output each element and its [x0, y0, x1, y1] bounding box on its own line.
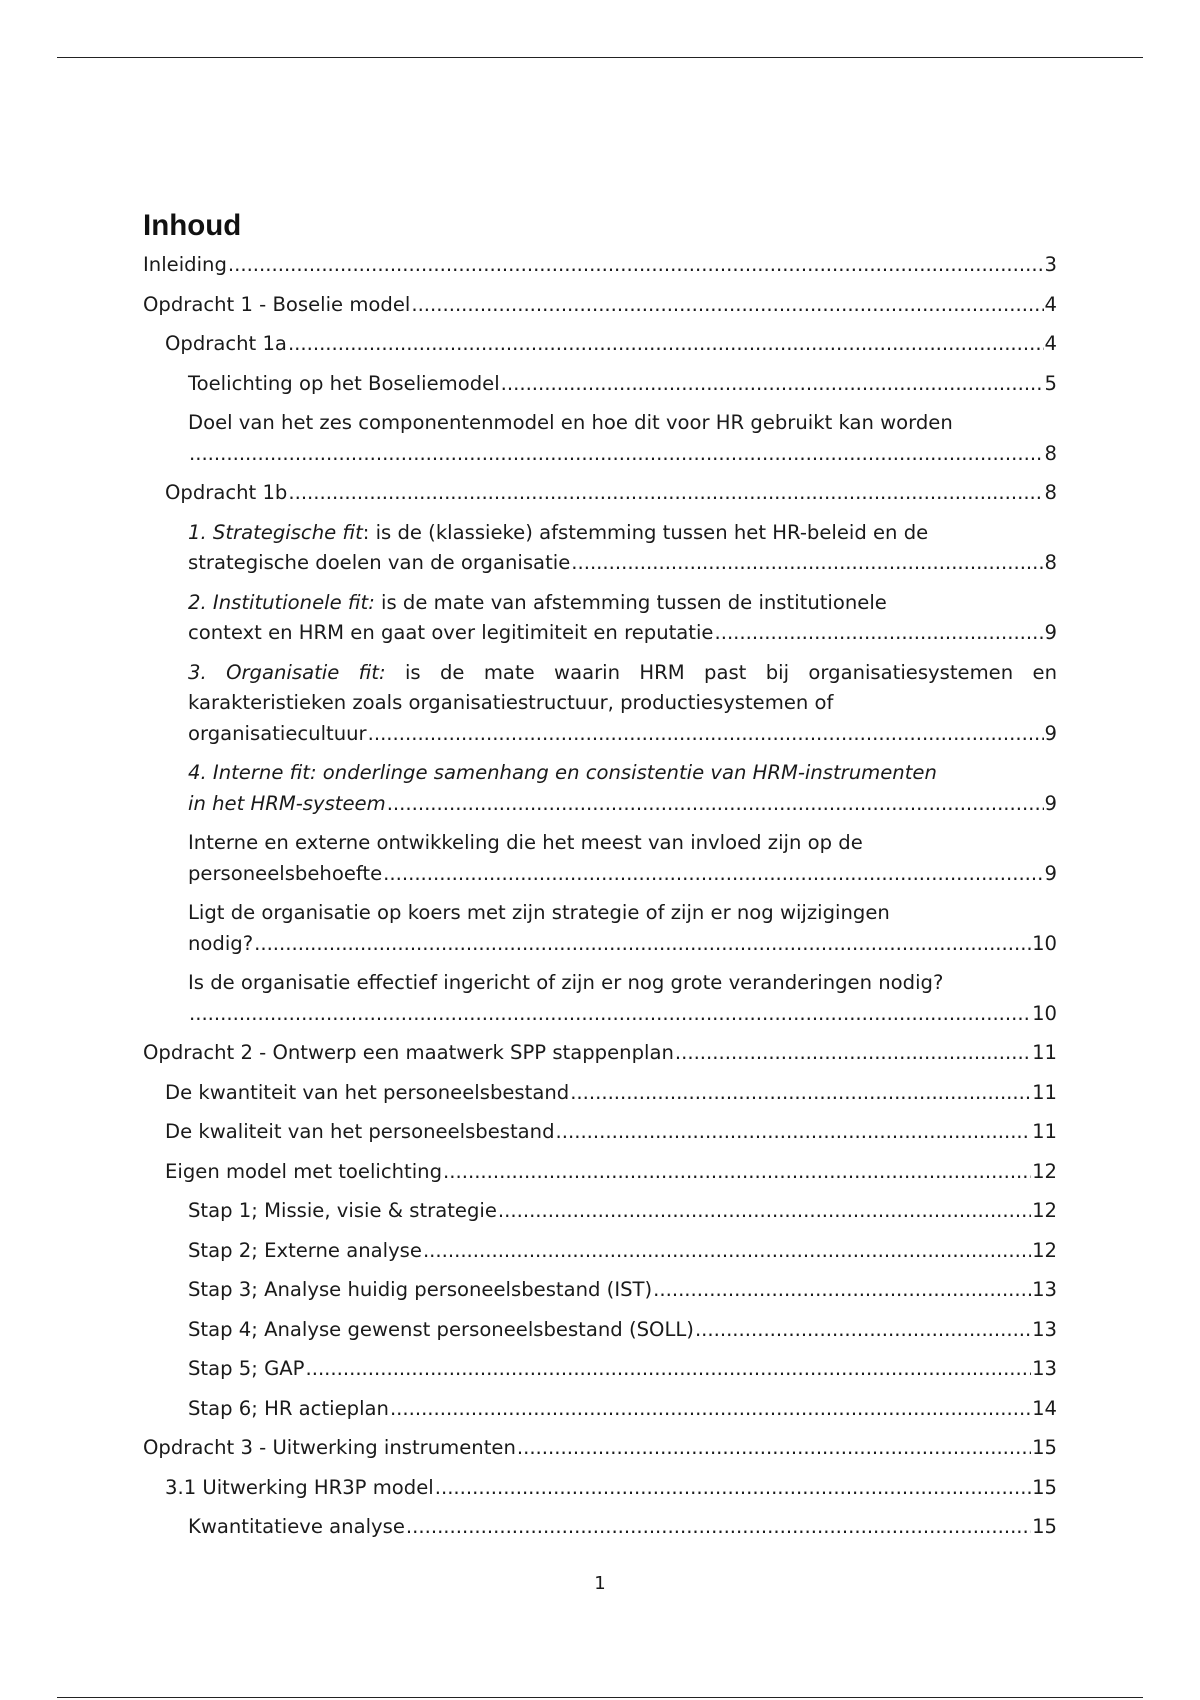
toc-entry-text: 3.1 Uitwerking HR3P model [165, 1475, 434, 1499]
dot-leader [443, 1157, 1031, 1188]
toc-entry-text: Ligt de organisatie op koers met zijn strategie of zijn er nog wijzigingen [188, 901, 890, 924]
toc-page-number: 13 [1032, 1278, 1057, 1301]
toc-page-number: 4 [1044, 332, 1057, 355]
dot-leader [675, 1038, 1031, 1069]
dot-leader [288, 329, 1044, 360]
toc-entry-text: Kwantitatieve analyse [188, 1515, 405, 1538]
toc-entry-stap-6[interactable] [143, 1394, 1057, 1425]
toc-page-number: 9 [1044, 721, 1057, 745]
toc-entry-opdracht-1b[interactable] [143, 478, 1057, 509]
toc-entry-italic-lead: 3. Organisatie fit: [188, 660, 386, 684]
toc-entry-text: Toelichting op het Boseliemodel [188, 371, 500, 395]
toc-title: Inhoud [143, 209, 242, 242]
toc-entry-strategische-fit[interactable] [143, 518, 1057, 579]
toc-page-number: 12 [1032, 1238, 1057, 1262]
dot-leader [570, 1078, 1031, 1109]
toc-entry-institutionele-fit[interactable] [143, 588, 1057, 649]
toc-page-number: 15 [1032, 1515, 1057, 1538]
toc-entry-text: Stap 3; Analyse huidig personeelsbestand (IST) [188, 1278, 653, 1301]
toc-entry-italic-lead: 1. Strategische fit [188, 520, 363, 544]
toc-page-number: 8 [1044, 551, 1057, 574]
toc-entry-inleiding[interactable] [143, 250, 1057, 281]
toc-page-number: 14 [1032, 1396, 1057, 1420]
toc-entry-eigen-model[interactable] [143, 1157, 1057, 1188]
toc-entry-italic-lead: 2. Institutionele fit: [188, 590, 375, 614]
toc-entry-text: Opdracht 3 - Uitwerking instrumenten [143, 1436, 516, 1459]
dot-leader [390, 1394, 1031, 1425]
toc-entry-text-end: organisatiecultuur [188, 721, 367, 745]
dot-leader [288, 478, 1043, 509]
dot-leader [501, 369, 1044, 400]
toc-page-number: 9 [1044, 861, 1057, 885]
toc-entry-organisatie-fit[interactable] [143, 658, 1057, 750]
toc-page-number: 11 [1032, 1041, 1057, 1064]
toc-page-number: 12 [1032, 1159, 1057, 1183]
toc-entry-text-end: strategische doelen van de organisatie [188, 551, 571, 574]
toc-page-number: 8 [1044, 481, 1057, 504]
toc-entry-kwantitatieve-analyse[interactable] [143, 1512, 1057, 1543]
toc-page-number: 12 [1032, 1199, 1057, 1222]
toc-entry-text: Stap 5; GAP [188, 1357, 305, 1380]
toc-entry-text: De kwaliteit van het personeelsbestand [165, 1120, 555, 1143]
dot-leader [368, 719, 1044, 750]
toc-entry-text-end: personeelsbehoefte [188, 861, 383, 885]
toc-entry-text: Inleiding [143, 253, 227, 276]
dot-leader [383, 859, 1043, 890]
dot-leader [189, 999, 1031, 1030]
footer-rule [57, 1697, 1143, 1698]
toc-entry-text: : is de (klassieke) afstemming tussen het HR-beleid en de [362, 520, 929, 544]
toc-entry-text-end: context en HRM en gaat over legitimiteit en reputatie [188, 621, 714, 644]
toc-entry-kwaliteit-personeelsbestand[interactable] [143, 1117, 1057, 1148]
dot-leader [387, 789, 1044, 820]
toc-entry-text-end: in het HRM-systeem [188, 791, 386, 815]
toc-entry-doel-zes-componentenmodel[interactable] [143, 408, 1057, 469]
dot-leader [423, 1236, 1031, 1267]
toc-entry-text: Doel van het zes componentenmodel en hoe dit voor HR gebruikt kan worden [188, 411, 953, 434]
toc-entry-text: Opdracht 1b [165, 481, 288, 504]
toc-entry-text: Eigen model met toelichting [165, 1159, 443, 1183]
toc-entry-text-end: nodig? [188, 931, 254, 955]
dot-leader [517, 1433, 1031, 1464]
toc-entry-hr3p-model[interactable] [143, 1473, 1057, 1504]
toc-entry-interne-fit[interactable] [143, 758, 1057, 819]
dot-leader [435, 1473, 1031, 1504]
page-number: 1 [594, 1573, 606, 1594]
toc-entry-text: Stap 1; Missie, visie & strategie [188, 1199, 497, 1222]
header-rule [57, 57, 1143, 58]
toc-entry-organisatie-op-koers[interactable] [143, 898, 1057, 959]
dot-leader [498, 1196, 1031, 1227]
dot-leader [571, 548, 1043, 579]
dot-leader [406, 1512, 1031, 1543]
toc-entry-text: is de mate waarin HRM past bij organisatiesystemen en karakteristieken zoals organisatiestructuur, productiesystemen of [188, 660, 1057, 714]
toc-entry-interne-externe-ontwikkeling[interactable] [143, 828, 1057, 889]
toc-entry-text: Opdracht 2 - Ontwerp een maatwerk SPP stappenplan [143, 1041, 674, 1064]
toc-entry-text: 4. Interne fit: onderlinge samenhang en consistentie van HRM-instrumenten [188, 761, 937, 784]
toc-page-number: 3 [1044, 253, 1057, 276]
dot-leader [653, 1275, 1031, 1306]
toc-entry-stap-1[interactable] [143, 1196, 1057, 1227]
toc-page-number: 9 [1044, 621, 1057, 644]
toc-entry-text: Stap 2; Externe analyse [188, 1238, 422, 1262]
toc-page-number: 8 [1044, 441, 1057, 465]
toc-page-number: 4 [1044, 292, 1057, 316]
toc-entry-opdracht-1a[interactable] [143, 329, 1057, 360]
toc-page-number: 13 [1032, 1317, 1057, 1341]
dot-leader [228, 250, 1044, 281]
toc-entry-stap-3[interactable] [143, 1275, 1057, 1306]
dot-leader [254, 929, 1031, 960]
toc-entry-opdracht-2[interactable] [143, 1038, 1057, 1069]
toc-page-number: 10 [1032, 1001, 1057, 1025]
toc-page-number: 15 [1032, 1475, 1057, 1499]
toc-page-number: 5 [1044, 371, 1057, 395]
toc-entry-text: Stap 4; Analyse gewenst personeelsbestand (SOLL) [188, 1317, 694, 1341]
toc-entry-text: Is de organisatie effectief ingericht of zijn er nog grote veranderingen nodig? [188, 971, 944, 994]
dot-leader [714, 618, 1043, 649]
toc-entry-text: De kwantiteit van het personeelsbestand [165, 1080, 570, 1104]
table-of-contents [143, 208, 1057, 1552]
dot-leader [306, 1354, 1032, 1385]
toc-page-number: 15 [1032, 1436, 1057, 1459]
toc-page-number: 11 [1032, 1120, 1057, 1143]
toc-entry-text: Opdracht 1a [165, 332, 287, 355]
toc-entry-stap-2[interactable] [143, 1236, 1057, 1267]
toc-entry-stap-4[interactable] [143, 1315, 1057, 1346]
dot-leader [695, 1315, 1031, 1346]
toc-page-number: 10 [1032, 931, 1057, 955]
dot-leader [411, 290, 1043, 321]
toc-entry-text: is de mate van afstemming tussen de institutionele [374, 590, 887, 614]
toc-page-number: 11 [1032, 1080, 1057, 1104]
toc-entry-text: Interne en externe ontwikkeling die het meest van invloed zijn op de [188, 831, 863, 854]
toc-entry-organisatie-effectief-ingericht[interactable] [143, 968, 1057, 1029]
toc-page-number: 13 [1032, 1357, 1057, 1380]
toc-entry-kwantiteit-personeelsbestand[interactable] [143, 1078, 1057, 1109]
toc-entry-toelichting-boseliemodel[interactable] [143, 369, 1057, 400]
dot-leader [556, 1117, 1032, 1148]
toc-entry-opdracht-3[interactable] [143, 1433, 1057, 1464]
toc-entry-stap-5[interactable] [143, 1354, 1057, 1385]
toc-entry-text: Stap 6; HR actieplan [188, 1396, 389, 1420]
toc-page-number: 9 [1044, 791, 1057, 815]
toc-entry-opdracht-1[interactable] [143, 290, 1057, 321]
toc-entry-text: Opdracht 1 - Boselie model [143, 292, 411, 316]
dot-leader [189, 439, 1044, 470]
